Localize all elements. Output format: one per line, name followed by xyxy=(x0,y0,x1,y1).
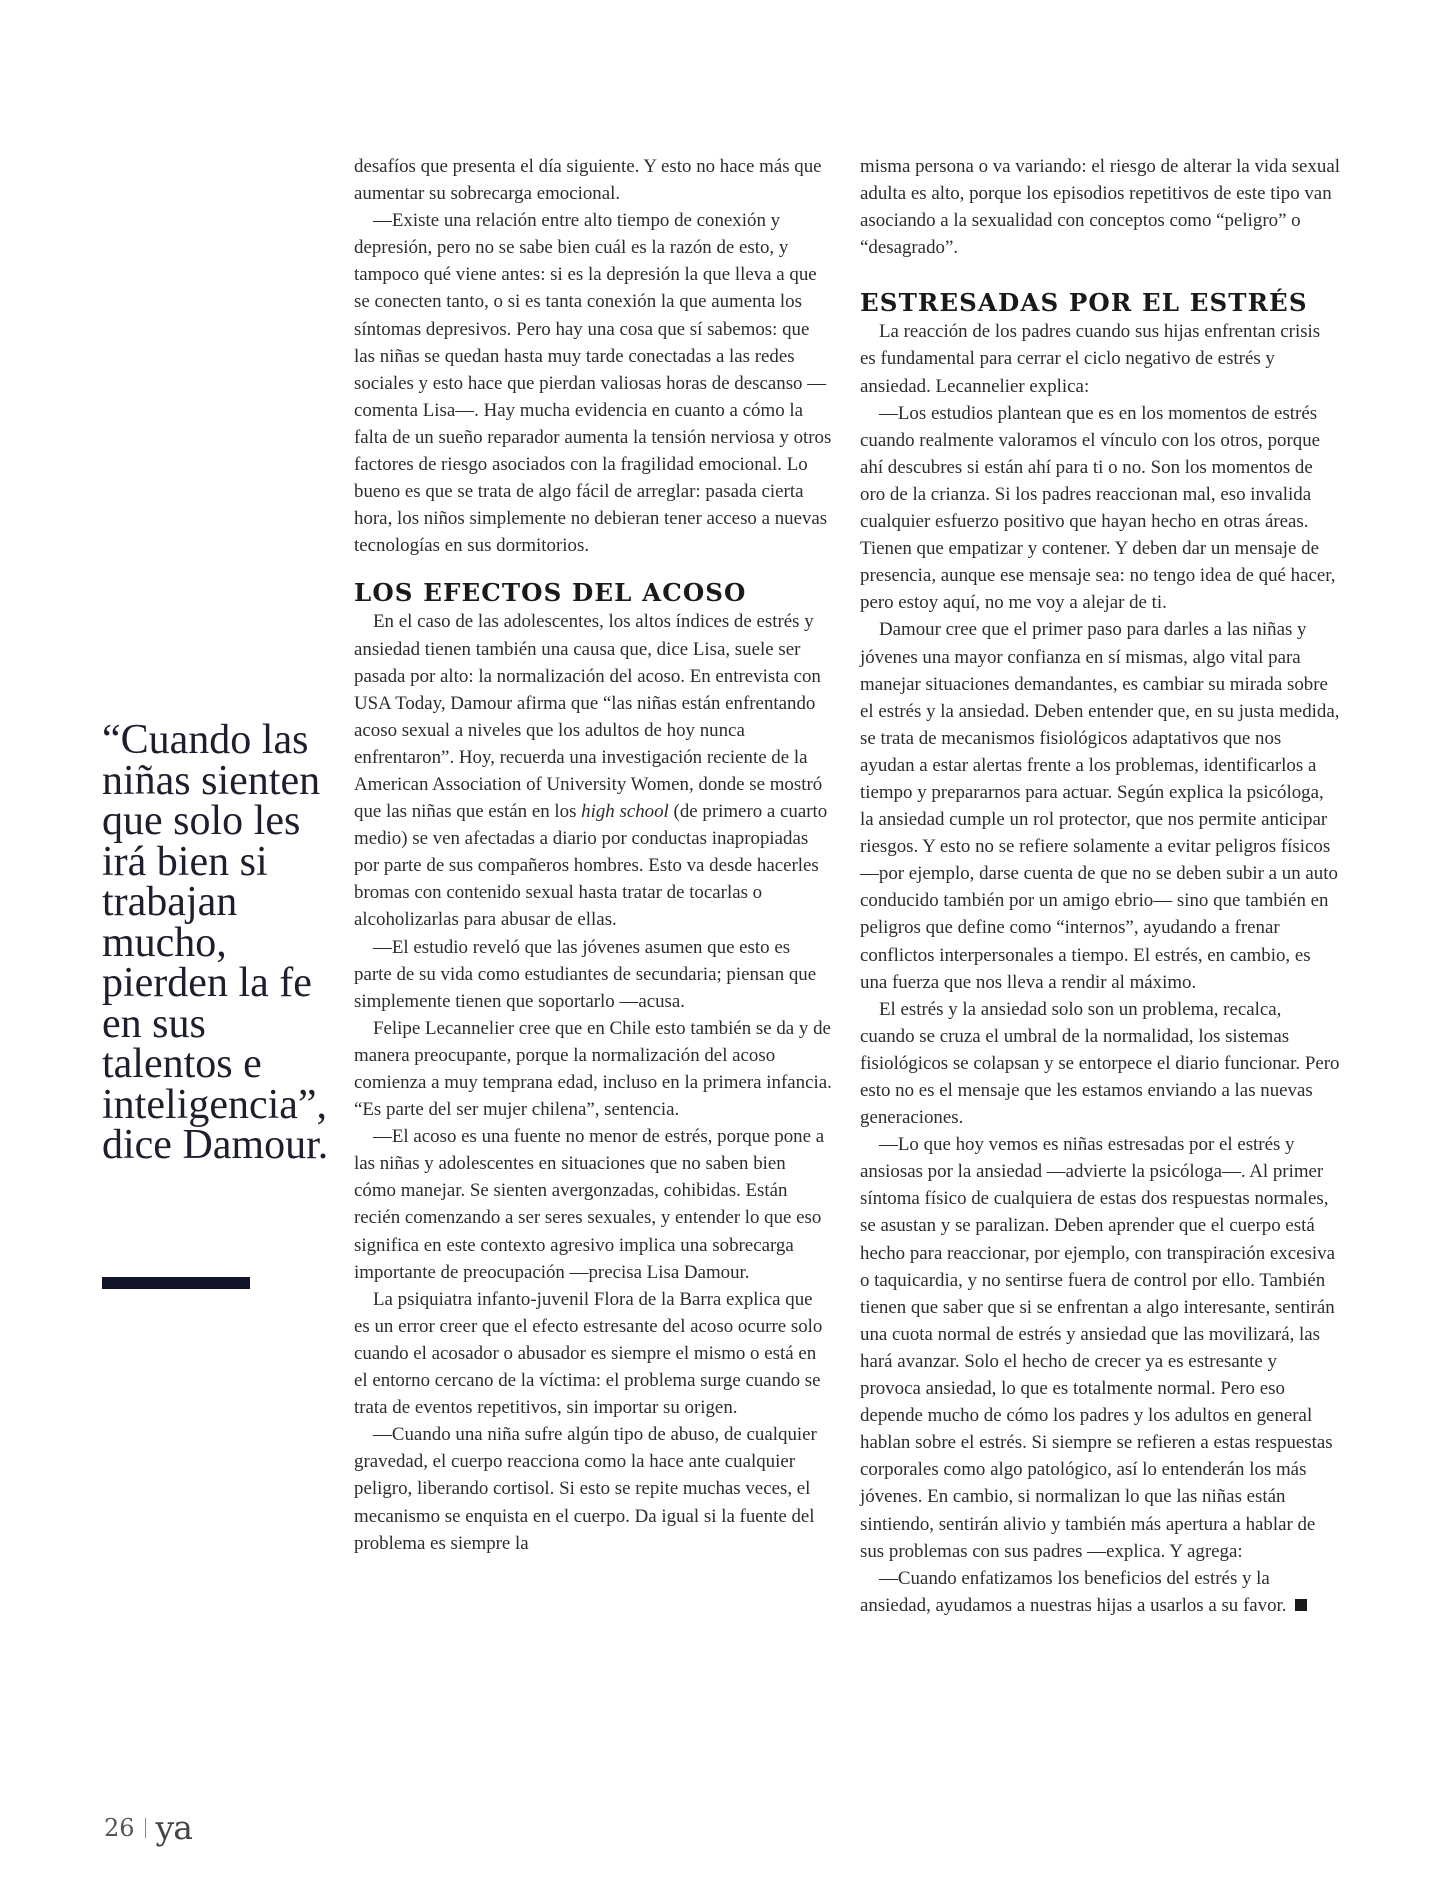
paragraph-text: En el caso de las adolescentes, los altos índices de estrés y ansiedad tienen también una causa que, dice Lisa, suele ser pasada por alto: la normalización del acoso. En entrevista con USA Today, Damour afirma que “las niñas están enfrentando acoso sexual a niveles que los adultos de hoy nunca enfrentaron”. Hoy, recuerda una investigación reciente de la American Association of University Women, donde se mostró que las niñas que están en los xyxy=(354,611,823,823)
article-column-3 xyxy=(860,153,1340,1619)
end-mark-icon xyxy=(1295,1599,1307,1611)
paragraph: La reacción de los padres cuando sus hijas enfrentan crisis es fundamental para cerrar el ciclo negativo de estrés y ansiedad. Lecannelier explica: xyxy=(860,321,1321,397)
folio-divider xyxy=(145,1818,146,1838)
section-heading: ESTRESADAS POR EL ESTRÉS xyxy=(860,288,1308,318)
paragraph: Felipe Lecannelier cree que en Chile esto también se da y de manera preocupante, porque la normalización del acoso comienza a muy temprana edad, incluso en la primera infancia. “Es parte del ser mujer chilena”, sentencia. xyxy=(354,1017,832,1121)
paragraph: Damour cree que el primer paso para darles a las niñas y jóvenes una mayor confianza en sí mismas, algo vital para manejar situaciones demandantes, es cambiar su mirada sobre el estrés y la ansiedad. Deben entender que, en su justa medida, se trata de mecanismos fisiológicos adaptativos que nos ayudan a estar alertas frente a los problemas, identificarlos a tiempo y prepararnos para actuar. Según explica la psicóloga, la ansiedad cumple un rol protector, que nos permite anticipar riesgos. Y esto no se refiere solamente a evitar peligros físicos —por ejemplo, darse cuenta de que no se deben subir a un auto conducido también por un amigo ebrio— sino que también en peligros que define como “internos”, ayudando a frenar conflictos interpersonales a tiempo. El estrés, en cambio, es una fuerza que nos lleva a rendir al máximo. xyxy=(860,619,1340,993)
paragraph xyxy=(354,608,832,933)
paragraph: —Los estudios plantean que es en los momentos de estrés cuando realmente valoramos el vínculo con los otros, porque ahí descubres si están ahí para ti o no. Son los momentos de oro de la crianza. Si los padres reaccionan mal, eso invalida cualquier esfuerzo positivo que hayan hecho en otras áreas. Tienen que empatizar y contener. Y deben dar un mensaje de presencia, aunque ese mensaje sea: no tengo idea de qué hacer, pero estoy aquí, no me voy a alejar de ti. xyxy=(860,402,1336,614)
pull-quote: “Cuando las niñas sienten que solo les irá bien si trabajan mucho, pierden la fe en sus talentos e inteligencia”, dice Damour. xyxy=(102,717,329,1168)
paragraph: —Lo que hoy vemos es niñas estresadas por el estrés y ansiosas por la ansiedad —advierte la psicóloga—. Al primer síntoma físico de cualquiera de estas dos respuestas normales, se asustan y se paralizan. Deben aprender que el cuerpo está hecho para reaccionar, por ejemplo, con transpiración excesiva o taquicardia, y no sentirse fuera de control por ello. También tienen que saber que si se enfrentan a algo interesante, sentirán una cuota normal de estrés y ansiedad que las movilizará, las hará avanzar. Solo el hecho de crecer ya es estresante y provoca ansiedad, lo que es totalmente normal. Pero eso depende mucho de cómo los padres y los adultos en general hablan sobre el estrés. Si siempre se refieren a estas respuestas corporales como algo patológico, así lo entenderán los más jóvenes. En cambio, si normalizan lo que las niñas están sintiendo, sentirán alivio y también más apertura a hablar de sus problemas con sus padres —explica. Y agrega: xyxy=(860,1134,1335,1562)
paragraph: —Existe una relación entre alto tiempo de conexión y depresión, pero no se sabe bien cuál es la razón de esto, y tampoco qué viene antes: si es la depresión la que lleva a que se conecten tanto, o si es tanta conexión la que aumenta los síntomas depresivos. Pero hay una cosa que sí sabemos: que las niñas se quedan hasta muy tarde conectadas a las redes sociales y esto hace que pierdan valiosas horas de descanso —comenta Lisa—. Hay mucha evidencia en cuanto a cómo la falta de un sueño reparador aumenta la tensión nerviosa y otros factores de riesgo asociados con la fragilidad emocional. Lo bueno es que se trata de algo fácil de arreglar: pasada cierta hora, los niños simplemente no debieran tener acceso a nuevas tecnologías en sus dormitorios. xyxy=(354,210,832,557)
article-column-2 xyxy=(354,153,832,1557)
paragraph: desafíos que presenta el día siguiente. Y esto no hace más que aumentar su sobrecarga emocional. xyxy=(354,156,822,205)
paragraph: misma persona o va variando: el riesgo de alterar la vida sexual adulta es alto, porque los episodios repetitivos de este tipo van asociando a la sexualidad con conceptos como “peligro” o “desagrado”. xyxy=(860,156,1340,259)
paragraph-text: —Cuando enfatizamos los beneficios del estrés y la ansiedad, ayudamos a nuestras hijas a usarlos a su favor. xyxy=(860,1567,1287,1616)
paragraph: —El acoso es una fuente no menor de estrés, porque pone a las niñas y adolescentes en situaciones que no saben bien cómo manejar. Se sienten avergonzadas, cohibidas. Están recién comenzando a ser seres sexuales, y entender lo que eso significa en este contexto agresivo implica una sobrecarga importante de preocupación —precisa Lisa Damour. xyxy=(354,1126,825,1283)
page-folio xyxy=(104,1808,192,1847)
paragraph xyxy=(860,1565,1340,1619)
paragraph: La psiquiatra infanto-juvenil Flora de la Barra explica que es un error creer que el efecto estresante del acoso ocurre solo cuando el acosador o abusador es siempre el mismo o está en el entorno cercano de la víctima: el problema surge cuando se trata de eventos repetitivos, sin importar su origen. xyxy=(354,1288,823,1419)
paragraph: —El estudio reveló que las jóvenes asumen que esto es parte de su vida como estudiantes de secundaria; piensan que simplemente tienen que soportarlo —acusa. xyxy=(354,936,817,1012)
paragraph-text: (de primero a cuarto medio) se ven afectadas a diario por conductas inapropiadas por parte de sus compañeros hombres. Esto va desde hacerles bromas con contenido sexual hasta tratar de tocarlas o alcoholizarlas para abusar de ellas. xyxy=(354,801,828,931)
paragraph: El estrés y la ansiedad solo son un problema, recalca, cuando se cruza el umbral de la normalidad, los sistemas fisiológicos se colapsan y se entorpece el diario funcionar. Pero esto no es el mensaje que les estamos enviando a las nuevas generaciones. xyxy=(860,998,1340,1129)
italic-term: high school xyxy=(581,801,669,823)
section-heading: LOS EFECTOS DEL ACOSO xyxy=(354,578,747,608)
page-number: 26 xyxy=(104,1813,135,1842)
pull-quote-rule xyxy=(102,1277,250,1289)
magazine-logo: ya xyxy=(155,1808,192,1847)
paragraph: —Cuando una niña sufre algún tipo de abuso, de cualquier gravedad, el cuerpo reacciona como la hace ante cualquier peligro, liberando cortisol. Si esto se repite muchas veces, el mecanismo se enquista en el cuerpo. Da igual si la fuente del problema es siempre la xyxy=(354,1424,817,1554)
